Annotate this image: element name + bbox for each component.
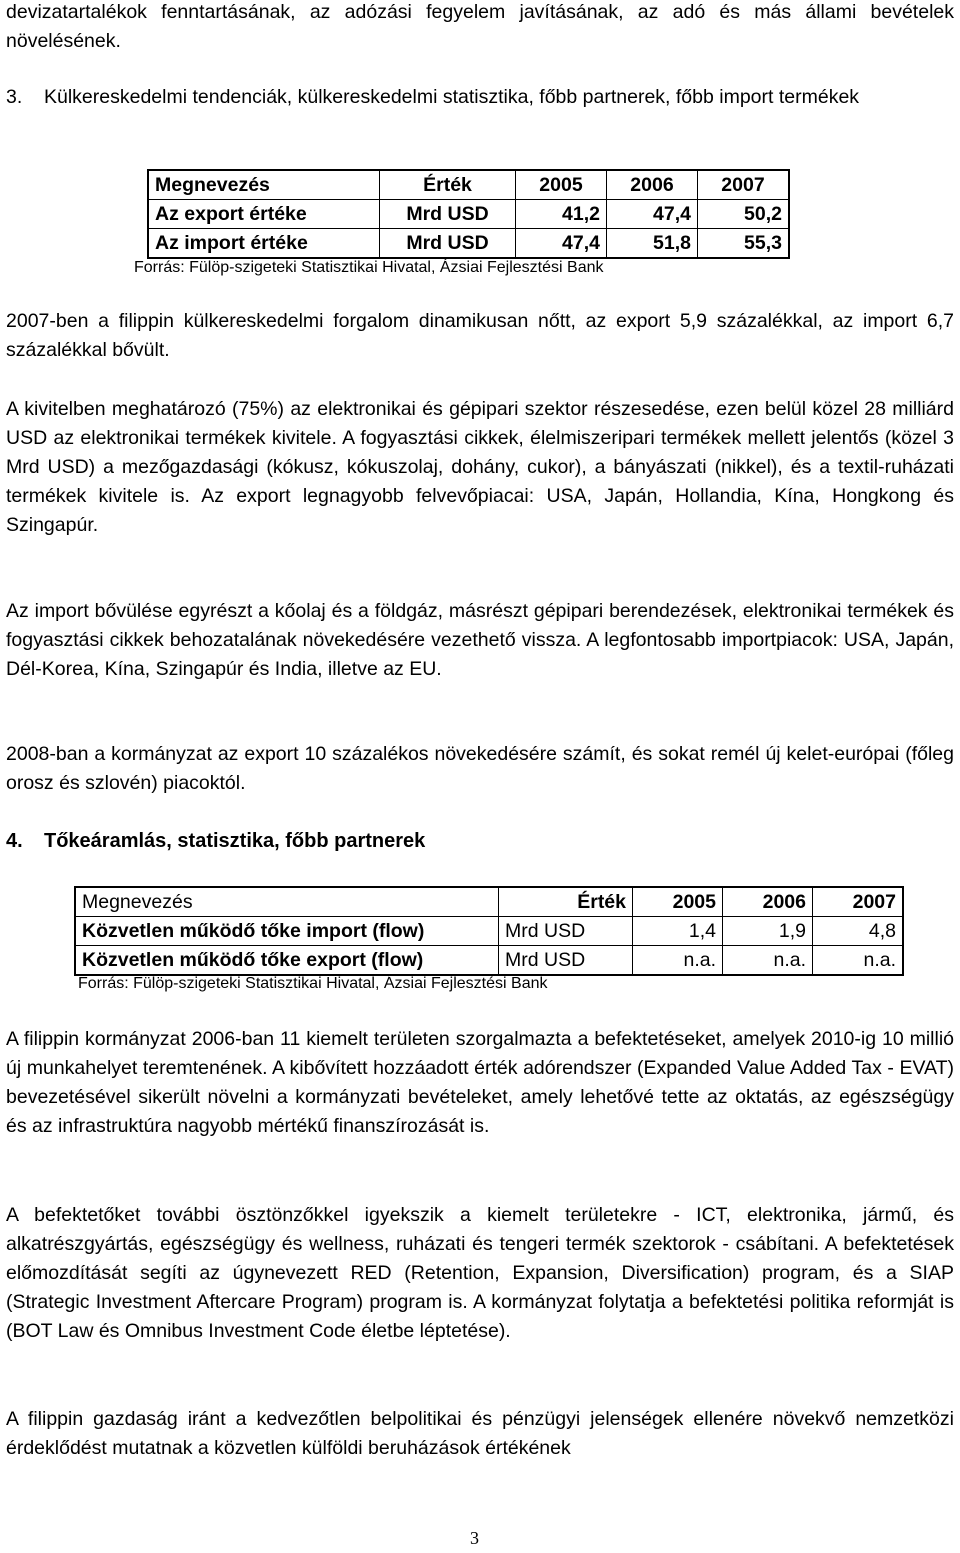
table-cell: 47,4 (516, 229, 607, 259)
table-source-note: Forrás: Fülöp-szigeteki Statisztikai Hivatal, Ázsiai Fejlesztési Bank (134, 259, 604, 276)
table-header-cell: Megnevezés (148, 170, 380, 200)
table-cell: 55,3 (698, 229, 790, 259)
table-cell: 47,4 (607, 200, 698, 229)
paragraph: A filippin kormányzat 2006-ban 11 kiemelt területen szorgalmazta a befektetéseket, amelyek 2010-ig 10 millió új munkahelyet teremtenének. A kibővített hozzáadott érték adórendszer (Expanded Value Added Tax - EVAT) bevezetésével sikerült növelni a kormányzati bevételeket, amely lehetővé tette az oktatás, az egészségügy és az infrastruktúra nagyobb mértékű finanszírozását is. (6, 1028, 954, 1137)
table-header-row (75, 887, 903, 917)
capital-flow-table (74, 886, 904, 976)
table-header-cell: 2006 (723, 887, 813, 917)
table-cell: 1,9 (723, 917, 813, 946)
table-cell: Közvetlen működő tőke import (flow) (75, 917, 499, 946)
intro-paragraph: devizatartalékok fenntartásának, az adózási fegyelem javításának, az adó és más állami bevételek növelésének. (6, 1, 954, 52)
section-3-number: 3. (6, 86, 23, 108)
table-cell: Mrd USD (499, 917, 633, 946)
table-cell: n.a. (813, 946, 904, 976)
paragraph: Az import bővülése egyrészt a kőolaj és a földgáz, másrészt gépipari berendezések, elektronikai termékek és fogyasztási cikkek behozatalának növekedésére vezethető vissza. A legfontosabb importpiacok: USA, Japán, Dél-Korea, Kína, Szingapúr és India, illetve az EU. (6, 600, 954, 680)
table-cell: 4,8 (813, 917, 904, 946)
section-4-number: 4. (6, 830, 23, 852)
table-cell: n.a. (723, 946, 813, 976)
table-cell: 41,2 (516, 200, 607, 229)
table-header-cell: Megnevezés (75, 887, 499, 917)
paragraph: 2008-ban a kormányzat az export 10 százalékos növekedésére számít, és sokat remél új kelet-európai (főleg orosz és szlovén) piacoktól. (6, 743, 954, 794)
table-row (75, 946, 903, 976)
page-number: 3 (470, 1528, 479, 1548)
table-header-cell: 2005 (633, 887, 723, 917)
paragraph: A befektetőket további ösztönzőkkel igyekszik a kiemelt területekre - ICT, elektronika, jármű, és alkatrészgyártás, egészségügy és wellness, ruházati és tengeri termék szektorok - csábítani. A befektetések előmozdítását segíti az úgynevezett RED (Retention, Expansion, Diversification) program, és a SIAP (Strategic Investment Aftercare Program) program is. A kormányzat folytatja a befektetési politika reformját is (BOT Law és Omnibus Investment Code életbe léptetése). (6, 1204, 954, 1342)
paragraph: A filippin gazdaság iránt a kedvezőtlen belpolitikai és pénzügyi jelenségek ellenére növekvő nemzetközi érdeklődést mutatnak a közvetlen külföldi beruházások értékének (6, 1408, 954, 1459)
table-header-cell: Érték (499, 887, 633, 917)
table-cell: Mrd USD (380, 200, 516, 229)
table-header-cell: 2005 (516, 170, 607, 200)
section-3-heading (6, 82, 954, 113)
section-3-title: Külkereskedelmi tendenciák, külkereskedelmi statisztika, főbb partnerek, főbb import termékek (44, 86, 860, 108)
trade-table (147, 169, 790, 259)
table-cell: n.a. (633, 946, 723, 976)
table-header-cell: 2007 (813, 887, 904, 917)
table-cell: Az import értéke (148, 229, 380, 259)
table-cell: Mrd USD (380, 229, 516, 259)
table-cell: Az export értéke (148, 200, 380, 229)
table-header-cell: 2006 (607, 170, 698, 200)
table-header-row (148, 170, 789, 200)
table-cell: 1,4 (633, 917, 723, 946)
table-row (75, 917, 903, 946)
paragraph: A kivitelben meghatározó (75%) az elektronikai és gépipari szektor részesedése, ezen belül közel 28 milliárd USD az elektronikai termékek kivitele. A fogyasztási cikkek, élelmiszeripari termékek mellett jelentős (közel 3 Mrd USD) a mezőgazdasági (kókusz, kókuszolaj, dohány, cukor), a bányászati (nikkel), és a textil-ruházati termékek kivitele is. Az export legnagyobb felvevőpiacai: USA, Japán, Hollandia, Kína, Hongkong és Szingapúr. (6, 398, 954, 536)
paragraph: 2007-ben a filippin külkereskedelmi forgalom dinamikusan nőtt, az export 5,9 százalékkal, az import 6,7 százalékkal bővült. (6, 310, 954, 361)
table-cell: 50,2 (698, 200, 790, 229)
table-row (148, 200, 789, 229)
section-4-heading (6, 830, 425, 853)
table-cell: 51,8 (607, 229, 698, 259)
table-cell: Mrd USD (499, 946, 633, 976)
table-cell: Közvetlen működő tőke export (flow) (75, 946, 499, 976)
table-row (148, 229, 789, 259)
table-header-cell: 2007 (698, 170, 790, 200)
table-source-note: Forrás: Fülöp-szigeteki Statisztikai Hivatal, Ázsiai Fejlesztési Bank (78, 975, 548, 992)
section-4-title: Tőkeáramlás, statisztika, főbb partnerek (44, 830, 426, 852)
table-header-cell: Érték (380, 170, 516, 200)
